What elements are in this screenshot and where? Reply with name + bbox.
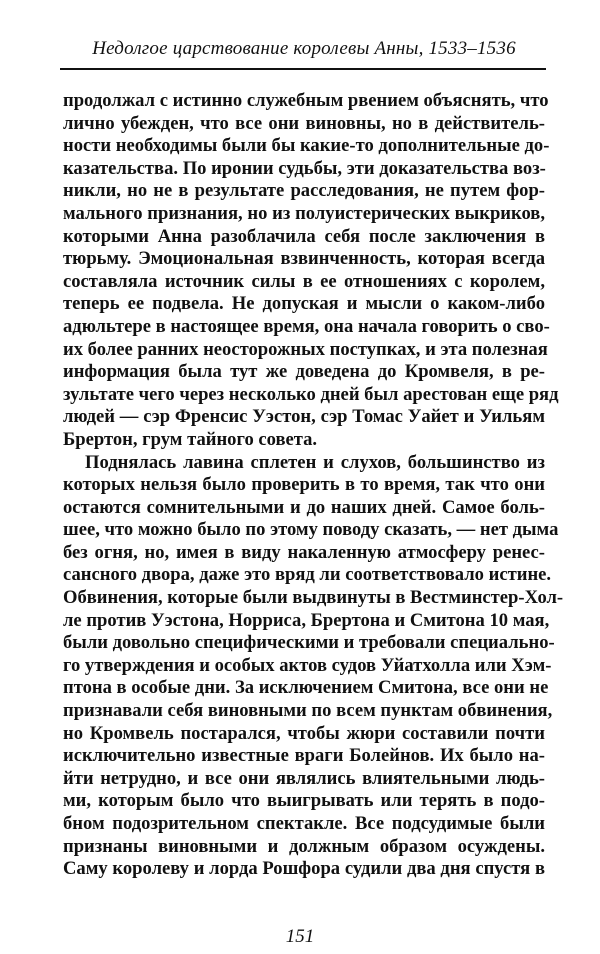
text-line: ности необходимы были бы какие-то дополнительные до- <box>63 135 550 157</box>
text-line: людей — сэр Френсис Уэстон, сэр Томас Уайет и Уильям <box>63 406 545 428</box>
text-line: ми, которым было что выигрывать или терять в подо- <box>63 790 545 812</box>
text-line: которых нельзя было проверить в то время, так что они <box>63 474 545 496</box>
text-line: признавали себя виновными по всем пунктам обвинения, <box>63 700 553 722</box>
paragraph-1 <box>63 90 559 452</box>
text-line: казательства. По иронии судьбы, эти доказательства воз- <box>63 157 546 179</box>
text-line: без огня, но, имея в виду накаленную атмосферу ренес- <box>63 541 545 563</box>
text-line: адюльтере в настоящее время, она начала говорить о сво- <box>63 315 550 337</box>
header-rule <box>60 68 546 70</box>
text-line: бном подозрительном спектакле. Все подсудимые были <box>63 813 545 834</box>
text-line: информация была тут же доведена до Кромвеля, в ре- <box>63 361 545 383</box>
text-line: ле против Уэстона, Норриса, Брертона и Смитона 10 мая, <box>63 609 550 631</box>
text-line: но Кромвель постарался, чтобы жюри составили почти <box>63 722 545 744</box>
text-line: мального признания, но из полуистерических выкриков, <box>63 202 545 224</box>
text-line: зультате чего через несколько дней был арестован еще ряд <box>63 383 559 405</box>
text-line: шее, что можно было по этому поводу сказать, — нет дыма <box>63 519 559 541</box>
body-text <box>63 90 564 881</box>
text-line: составляла источник силы в ее отношениях с королем, <box>63 270 545 292</box>
text-line: Саму королеву и лорда Рошфора судили два дня спустя в <box>63 858 545 880</box>
text-line: Обвинения, которые были выдвинуты в Вестминстер-Хол- <box>63 587 564 609</box>
text-line: сансного двора, даже это вряд ли соответствовало истине. <box>63 564 552 586</box>
text-line: го утверждения и особых актов судов Уйатхолла или Хэм- <box>63 654 552 676</box>
text-line: признаны виновными и должным образом осуждены. <box>63 835 545 857</box>
text-line: которыми Анна разоблачила себя после заключения в <box>63 225 545 247</box>
page-number: 151 <box>285 926 315 947</box>
text-line: теперь ее подвела. Не допуская и мысли о каком-либо <box>63 293 545 315</box>
text-line: их более ранних неосторожных поступках, и эта полезная <box>63 338 548 360</box>
text-line: никли, но не в результате расследования, не путем фор- <box>63 180 545 202</box>
text-line: продолжал с истинно служебным рвением объяснять, что <box>63 90 549 111</box>
text-line: йти нетрудно, и все они являлись влиятельными людь- <box>63 767 545 789</box>
text-line: Брертон, грум тайного совета. <box>63 428 318 450</box>
text-line: исключительно известные враги Болейнов. Их было на- <box>63 745 545 767</box>
text-line: тюрьму. Эмоциональная взвинченность, которая всегда <box>63 248 545 270</box>
paragraph-2 <box>63 451 564 881</box>
running-header: Недолгое царствование королевы Анны, 1533–1536 <box>92 38 516 59</box>
text-line: остаются сомнительными и до наших дней. Самое боль- <box>63 496 545 518</box>
text-line: были довольно специфическими и требовали специально- <box>63 632 555 654</box>
text-line: птона в особые дни. За исключением Смитона, все они не <box>63 677 549 699</box>
text-line: Поднялась лавина сплетен и слухов, большинство из <box>85 451 545 473</box>
text-line: лично убежден, что все они виновны, но в действитель- <box>63 112 545 134</box>
